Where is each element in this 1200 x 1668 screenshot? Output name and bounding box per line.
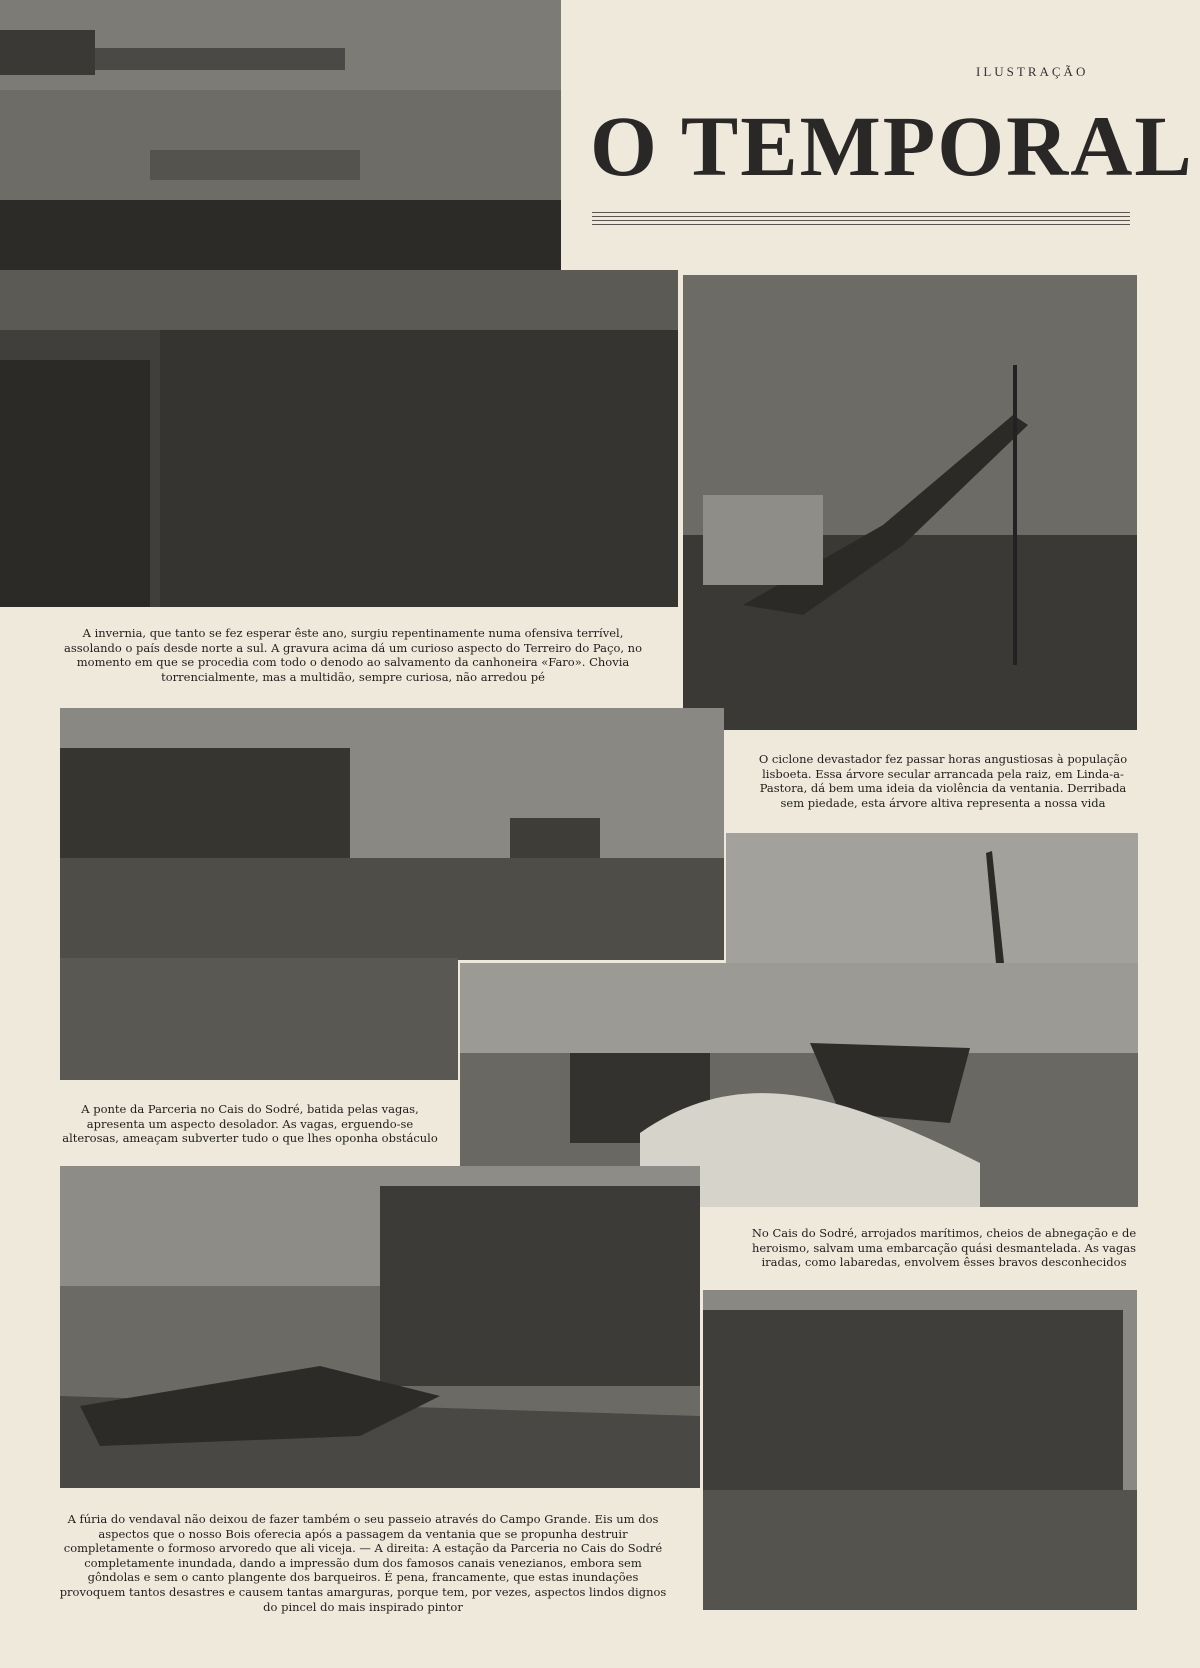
title-rules	[592, 212, 1130, 230]
photo-uprooted-tree	[683, 275, 1137, 730]
caption-campo-grande: A fúria do vendaval não deixou de fazer também o seu passeio através do Campo Grande. Eis um dos aspectos que o nosso Bois oferecia após a passagem da ventania que se propunha destruir completamente o formoso arvoredo que ali viceja. — A direita: A estação da Parceria no Cais do Sodré completamente inundada, dando a impressão dum dos famosos canais venezianos, embora sem gôndolas e sem o canto plangente dos barqueiros. É pena, francamente, que estas inundações provoquem tantos desastres e causem tantas amarguras, porque tem, por vezes, aspectos lindos dignos do pincel do mais inspirado pintor	[59, 1512, 667, 1614]
photo-campo-grande	[60, 1166, 700, 1488]
page-title: O TEMPORAL	[590, 98, 1194, 194]
photo-terreiro-do-paco-crowd	[0, 0, 561, 280]
photo-cais-do-sodre-rescue-upper	[726, 833, 1138, 963]
caption-linda-a-pastora: O ciclone devastador fez passar horas angustiosas à população lisboeta. Essa árvore secular arrancada pela raiz, em Linda-a-Pastora, dá bem uma ideia da violência da ventania. Derribada sem piedade, esta árvore altiva representa a nossa vida	[758, 752, 1128, 810]
photo-ponte-da-parceria-lower	[60, 958, 458, 1080]
caption-terreiro-do-paco: A invernia, que tanto se fez esperar êste ano, surgiu repentinamente numa ofensiva terrível, assolando o país desde norte a sul. A gravura acima dá um curioso aspecto do Terreiro do Paço, no momento em que se procedia com todo o denodo ao salvamento da canhoneira «Faro». Chovia torrencialmente, mas a multidão, sempre curiosa, não arredou pé	[63, 626, 643, 684]
caption-cais-do-sodre-maritimos: No Cais do Sodré, arrojados marítimos, cheios de abnegação e de heroismo, salvam uma embarcação quási desmantelada. As vagas iradas, como labaredas, envolvem êsses bravos desconhecidos	[751, 1226, 1137, 1270]
photo-ponte-da-parceria	[60, 708, 724, 960]
photo-terreiro-do-paco-crowd-lower	[0, 270, 678, 607]
photo-flooded-parceria-station	[703, 1290, 1137, 1610]
caption-ponte-parceria: A ponte da Parceria no Cais do Sodré, batida pelas vagas, apresenta um aspecto desolador. As vagas, erguendo-se alterosas, ameaçam subverter tudo o que lhes oponha obstáculo	[62, 1102, 438, 1146]
magazine-kicker: ILUSTRAÇÃO	[976, 64, 1089, 79]
